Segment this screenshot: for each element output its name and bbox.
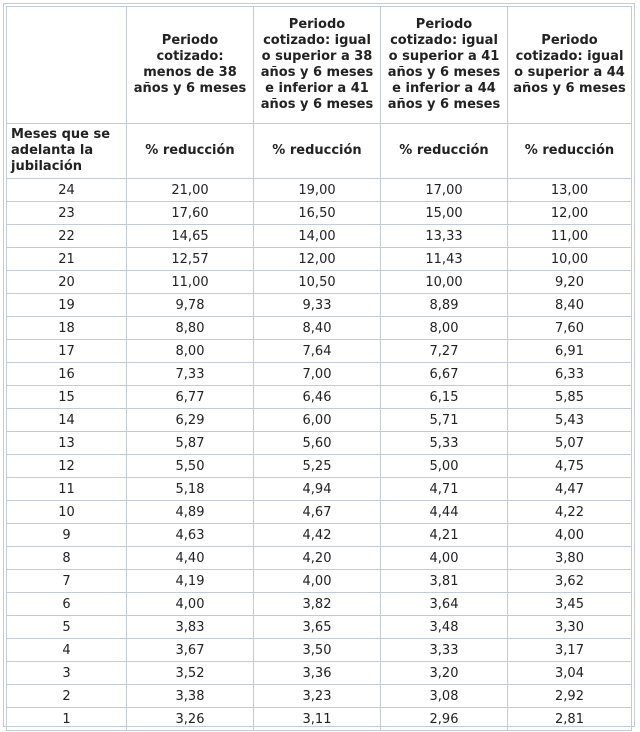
reduction-cell: 5,25 [254,455,381,478]
reduction-cell: 3,65 [254,616,381,639]
reduction-cell: 7,33 [127,363,254,386]
reduction-cell: 2,81 [508,708,632,731]
reduction-cell: 5,60 [254,432,381,455]
reduction-cell: 3,64 [381,593,508,616]
months-cell: 5 [6,616,127,639]
reduction-cell: 3,20 [381,662,508,685]
months-cell: 18 [6,317,127,340]
months-cell: 1 [6,708,127,731]
reduction-cell: 4,42 [254,524,381,547]
reduction-cell: 4,44 [381,501,508,524]
reduction-cell: 3,33 [381,639,508,662]
header-period-41-6-to-44-6: Periodo cotizado: igual o superior a 41 años y 6 meses e inferior a 44 años y 6 meses [381,6,508,124]
reduction-cell: 4,22 [508,501,632,524]
reduction-cell: 5,33 [381,432,508,455]
reduction-cell: 10,50 [254,271,381,294]
reduction-table [6,6,632,731]
reduction-cell: 12,57 [127,248,254,271]
months-cell: 24 [6,179,127,202]
months-cell: 20 [6,271,127,294]
reduction-cell: 8,00 [127,340,254,363]
reduction-cell: 8,40 [254,317,381,340]
months-cell: 10 [6,501,127,524]
reduction-cell: 4,00 [127,593,254,616]
table-row [6,639,632,662]
table-row [6,708,632,731]
reduction-cell: 3,08 [381,685,508,708]
reduction-cell: 9,33 [254,294,381,317]
table-row [6,386,632,409]
table-row [6,317,632,340]
reduction-cell: 7,64 [254,340,381,363]
header-period-44-6-or-more: Periodo cotizado: igual o superior a 44 años y 6 meses [508,6,632,124]
reduction-cell: 13,00 [508,179,632,202]
reduction-cell: 17,00 [381,179,508,202]
months-cell: 6 [6,593,127,616]
reduction-cell: 12,00 [508,202,632,225]
reduction-cell: 3,81 [381,570,508,593]
table-row [6,225,632,248]
reduction-cell: 21,00 [127,179,254,202]
months-cell: 19 [6,294,127,317]
months-cell: 23 [6,202,127,225]
reduction-cell: 3,83 [127,616,254,639]
reduction-cell: 4,67 [254,501,381,524]
table-row [6,524,632,547]
reduction-cell: 3,48 [381,616,508,639]
subheader-months-advanced: Meses que se adelanta la jubilación [6,124,127,179]
table-row [6,179,632,202]
reduction-cell: 3,45 [508,593,632,616]
table-body [6,179,632,731]
reduction-cell: 15,00 [381,202,508,225]
reduction-cell: 11,43 [381,248,508,271]
months-cell: 12 [6,455,127,478]
reduction-cell: 4,19 [127,570,254,593]
reduction-cell: 7,27 [381,340,508,363]
subheader-reduction-pct: % reducción [381,124,508,179]
reduction-cell: 14,65 [127,225,254,248]
table-row [6,455,632,478]
reduction-cell: 6,91 [508,340,632,363]
table-row [6,662,632,685]
reduction-cell: 5,00 [381,455,508,478]
reduction-cell: 5,43 [508,409,632,432]
table-row [6,547,632,570]
header-empty-cell [6,6,127,124]
reduction-cell: 19,00 [254,179,381,202]
table-row [6,593,632,616]
header-row [6,6,632,124]
reduction-cell: 4,00 [381,547,508,570]
reduction-cell: 17,60 [127,202,254,225]
reduction-cell: 4,75 [508,455,632,478]
subheader-reduction-pct: % reducción [127,124,254,179]
reduction-cell: 6,77 [127,386,254,409]
reduction-cell: 3,17 [508,639,632,662]
reduction-cell: 8,89 [381,294,508,317]
header-period-38-6-to-41-6: Periodo cotizado: igual o superior a 38 años y 6 meses e inferior a 41 años y 6 meses [254,6,381,124]
table-row [6,271,632,294]
months-cell: 9 [6,524,127,547]
months-cell: 22 [6,225,127,248]
reduction-cell: 4,00 [508,524,632,547]
reduction-cell: 4,00 [254,570,381,593]
reduction-cell: 5,07 [508,432,632,455]
reduction-cell: 9,20 [508,271,632,294]
table-row [6,616,632,639]
reduction-cell: 3,23 [254,685,381,708]
months-cell: 3 [6,662,127,685]
months-cell: 16 [6,363,127,386]
table-row [6,685,632,708]
table-row [6,409,632,432]
reduction-cell: 5,71 [381,409,508,432]
reduction-cell: 3,67 [127,639,254,662]
reduction-cell: 4,20 [254,547,381,570]
table-row [6,432,632,455]
months-cell: 8 [6,547,127,570]
reduction-cell: 2,96 [381,708,508,731]
months-cell: 15 [6,386,127,409]
reduction-cell: 7,60 [508,317,632,340]
reduction-cell: 10,00 [381,271,508,294]
subheader-reduction-pct: % reducción [508,124,632,179]
table-row [6,501,632,524]
table-row [6,478,632,501]
reduction-cell: 3,26 [127,708,254,731]
table-row [6,340,632,363]
reduction-cell: 4,21 [381,524,508,547]
reduction-cell: 10,00 [508,248,632,271]
table-row [6,363,632,386]
reduction-cell: 4,71 [381,478,508,501]
subheader-reduction-pct: % reducción [254,124,381,179]
subheader-row [6,124,632,179]
months-cell: 11 [6,478,127,501]
reduction-cell: 3,50 [254,639,381,662]
months-cell: 7 [6,570,127,593]
reduction-cell: 4,47 [508,478,632,501]
reduction-cell: 9,78 [127,294,254,317]
reduction-cell: 5,85 [508,386,632,409]
table-row [6,248,632,271]
reduction-cell: 8,00 [381,317,508,340]
table-row [6,294,632,317]
months-cell: 13 [6,432,127,455]
reduction-cell: 4,89 [127,501,254,524]
header-period-under-38-6: Periodo cotizado: menos de 38 años y 6 meses [127,6,254,124]
reduction-cell: 3,11 [254,708,381,731]
reduction-cell: 3,30 [508,616,632,639]
reduction-cell: 4,94 [254,478,381,501]
reduction-cell: 5,50 [127,455,254,478]
reduction-cell: 3,36 [254,662,381,685]
reduction-cell: 11,00 [127,271,254,294]
reduction-cell: 12,00 [254,248,381,271]
reduction-cell: 6,15 [381,386,508,409]
reduction-cell: 8,80 [127,317,254,340]
reduction-cell: 6,00 [254,409,381,432]
reduction-cell: 3,80 [508,547,632,570]
reduction-cell: 14,00 [254,225,381,248]
months-cell: 2 [6,685,127,708]
reduction-cell: 6,33 [508,363,632,386]
reduction-cell: 3,38 [127,685,254,708]
months-cell: 17 [6,340,127,363]
reduction-cell: 7,00 [254,363,381,386]
reduction-cell: 3,82 [254,593,381,616]
reduction-cell: 5,87 [127,432,254,455]
reduction-cell: 13,33 [381,225,508,248]
reduction-cell: 6,29 [127,409,254,432]
reduction-cell: 4,40 [127,547,254,570]
months-cell: 21 [6,248,127,271]
reduction-cell: 4,63 [127,524,254,547]
reduction-cell: 6,46 [254,386,381,409]
reduction-table-container [3,3,635,727]
reduction-cell: 3,04 [508,662,632,685]
months-cell: 14 [6,409,127,432]
reduction-cell: 3,62 [508,570,632,593]
reduction-cell: 2,92 [508,685,632,708]
months-cell: 4 [6,639,127,662]
reduction-cell: 16,50 [254,202,381,225]
reduction-cell: 5,18 [127,478,254,501]
reduction-cell: 3,52 [127,662,254,685]
reduction-cell: 11,00 [508,225,632,248]
table-row [6,570,632,593]
reduction-cell: 6,67 [381,363,508,386]
table-row [6,202,632,225]
reduction-cell: 8,40 [508,294,632,317]
